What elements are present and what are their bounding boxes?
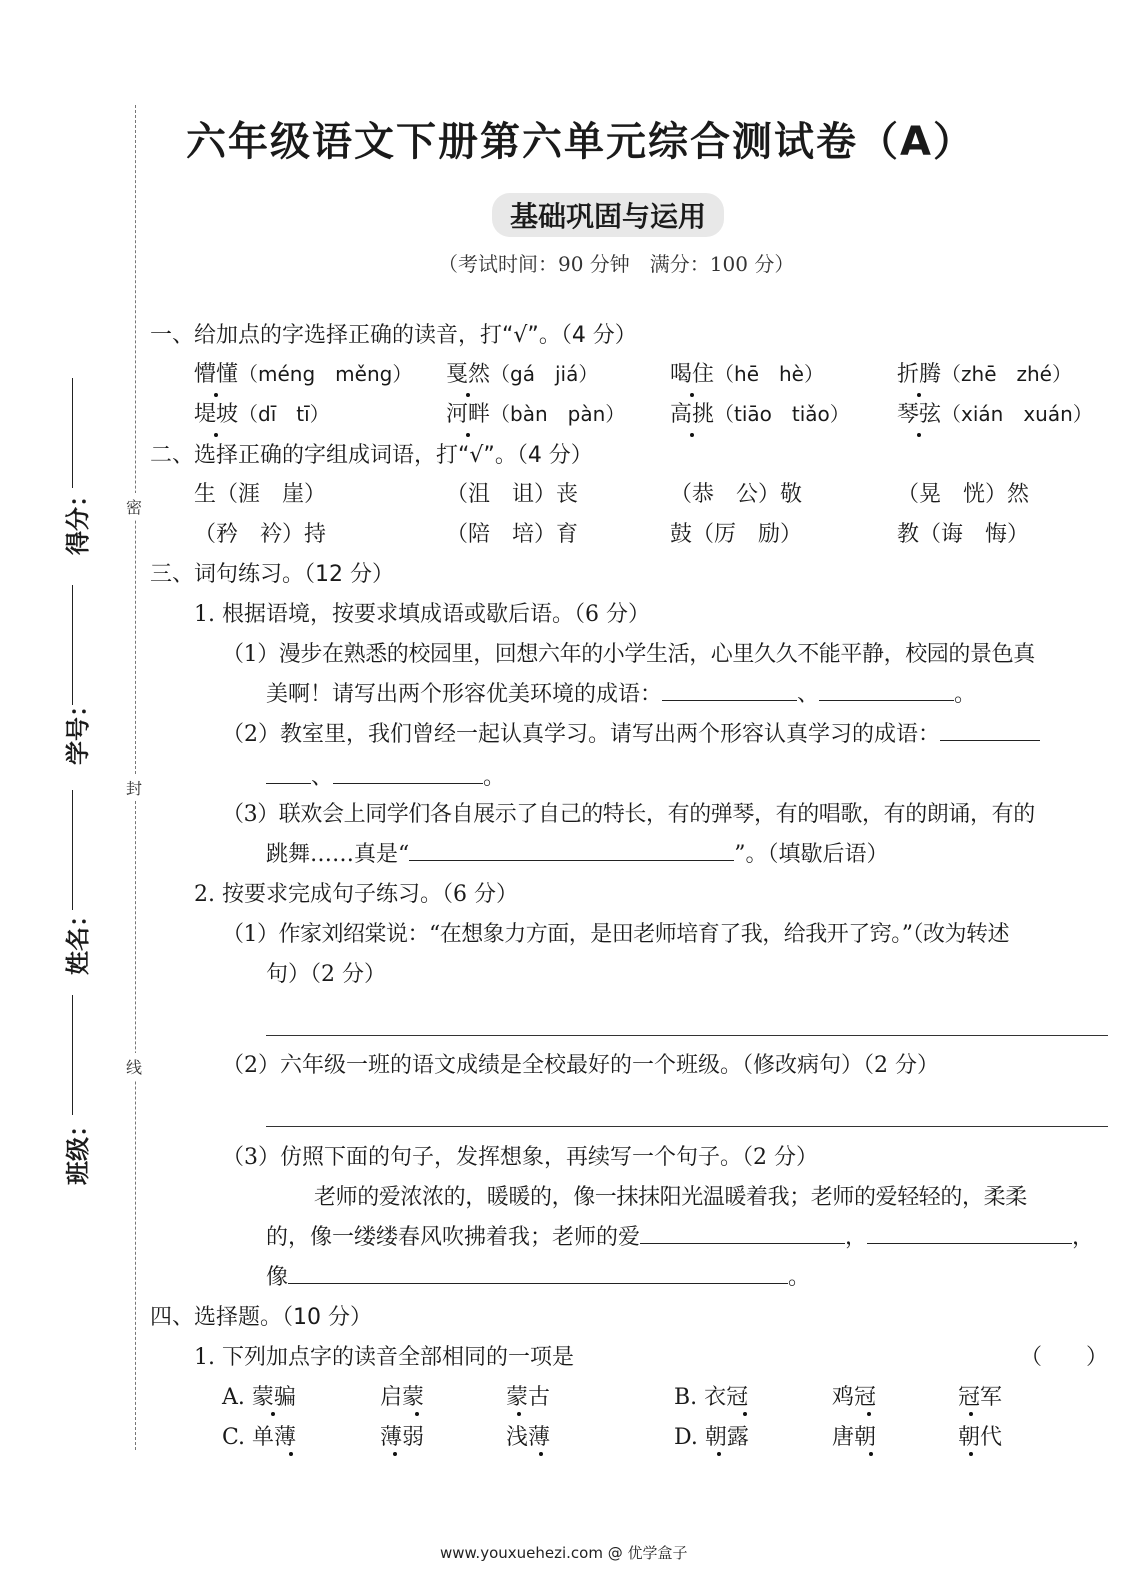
emphasis-dot [743, 1412, 747, 1416]
pinyin-item [446, 397, 625, 428]
emphasis-dot [867, 1412, 871, 1416]
q3-1-2-line2: 、 。 [266, 760, 505, 791]
pinyin-options[interactable]: （zhē zhé） [941, 362, 1072, 386]
emphasis-dot [415, 1412, 419, 1416]
answer-blank[interactable] [940, 720, 1040, 741]
emphasis-dot [969, 1412, 973, 1416]
char-choice[interactable]: （沮 诅）丧 [446, 482, 579, 507]
label-student-id: 学号： [64, 693, 92, 765]
answer-line[interactable] [266, 1035, 1108, 1036]
pinyin-item [897, 397, 1093, 428]
section-4-heading: 四、选择题。（10 分） [150, 1305, 372, 1330]
word: 琴弦 [897, 397, 941, 428]
pinyin-item [194, 397, 330, 428]
seal-mark-xian: 线 [126, 1053, 142, 1080]
answer-blank[interactable] [333, 763, 483, 784]
option-d-word2: 唐朝 [832, 1425, 877, 1450]
option-a[interactable] [222, 1380, 296, 1411]
seal-mark-mi: 密 [126, 493, 142, 520]
word: 戛然 [446, 357, 490, 388]
q3-2-3-prefix: 像 [266, 1265, 289, 1290]
q3-1-2-prompt: （2）教室里，我们曾经一起认真学习。请写出两个形容认真学习的成语： [222, 722, 940, 747]
q3-1-3-line1: （3）联欢会上同学们各自展示了自己的特长，有的弹琴，有的唱歌，有的朗诵，有的 [222, 802, 1035, 827]
blank-name[interactable] [72, 995, 73, 1115]
option-b-word1: B. 衣冠 [674, 1385, 749, 1410]
pinyin-item [194, 357, 412, 388]
q3-1-1-prompt: 美啊！请写出两个形容优美环境的成语： [266, 682, 663, 707]
q3-1-3-line2 [266, 837, 889, 868]
option-b-word3: 冠军 [958, 1385, 1003, 1410]
q3-2-1-line2: 句）（2 分） [266, 962, 386, 987]
answer-blank[interactable] [288, 1263, 788, 1284]
pinyin-options[interactable]: （hē hè） [714, 362, 824, 386]
answer-blank[interactable] [409, 840, 734, 861]
char-choice[interactable]: 教（诲 悔） [897, 522, 1030, 547]
answer-blank[interactable] [662, 680, 797, 701]
char-choice[interactable]: 生（涯 崖） [194, 482, 327, 507]
option-b-word2: 鸡冠 [832, 1385, 877, 1410]
q3-2-3-prompt: 的，像一缕缕春风吹拂着我；老师的爱 [266, 1225, 641, 1250]
pinyin-options[interactable]: （bàn pàn） [490, 402, 626, 426]
option-c-word3: 浅薄 [506, 1425, 551, 1450]
pinyin-options[interactable]: （tiāo tiǎo） [714, 402, 850, 426]
word: 堤坡 [194, 397, 238, 428]
emphasis-dot [289, 1452, 293, 1456]
pinyin-options[interactable]: （gá jiá） [490, 362, 599, 386]
option-a-word3: 蒙古 [506, 1385, 551, 1410]
q3-2-2: （2）六年级一班的语文成绩是全校最好的一个班级。（修改病句）（2 分） [222, 1053, 939, 1078]
char-choice[interactable]: （矜 衿）持 [194, 522, 327, 547]
emphasis-dot [539, 1452, 543, 1456]
section-subtitle: 基础巩固与运用 [492, 193, 724, 237]
pinyin-options[interactable]: （méng měng） [238, 362, 413, 386]
word: 懵懂 [194, 357, 238, 388]
q3-2-3: （3）仿照下面的句子，发挥想象，再续写一个句子。（2 分） [222, 1145, 818, 1170]
q3-2-1-line1: （1）作家刘绍棠说：“在想象力方面，是田老师培育了我，给我开了窍。”（改为转述 [222, 922, 1009, 947]
section-3-heading: 三、词句练习。（12 分） [150, 562, 394, 587]
option-b[interactable] [674, 1380, 748, 1411]
emphasis-dot [969, 1452, 973, 1456]
char-choice[interactable]: （恭 公）敬 [670, 482, 803, 507]
section-2-heading: 二、选择正确的字组成词语，打“√”。（4 分） [150, 443, 593, 468]
q3-1-2-line1 [222, 717, 1040, 748]
pinyin-item [897, 357, 1072, 388]
option-d[interactable] [674, 1420, 749, 1451]
blank-student-id[interactable] [72, 790, 73, 910]
emphasis-dot [271, 1412, 275, 1416]
seal-mark-feng: 封 [126, 774, 142, 801]
answer-line[interactable] [266, 1126, 1108, 1127]
option-a-word2: 启蒙 [380, 1385, 425, 1410]
blank-score[interactable] [72, 378, 73, 488]
section-1-heading: 一、给加点的字选择正确的读音，打“√”。（4 分） [150, 323, 637, 348]
answer-blank[interactable] [819, 680, 954, 701]
blank-class-top[interactable] [72, 585, 73, 705]
answer-blank[interactable] [266, 763, 311, 784]
label-name: 姓名： [64, 903, 92, 975]
question-4-1: 1. 下列加点字的读音全部相同的一项是 [194, 1345, 574, 1370]
word: 河畔 [446, 397, 490, 428]
q3-1-1-line2: 美啊！请写出两个形容优美环境的成语： 、 。 [266, 682, 977, 707]
pinyin-item [670, 357, 824, 388]
label-score: 得分： [64, 483, 92, 555]
char-choice[interactable]: （晃 恍）然 [897, 482, 1030, 507]
q3-2-3-example-line1: 老师的爱浓浓的，暖暖的，像一抹抹阳光温暖着我；老师的爱轻轻的，柔柔 [314, 1185, 1027, 1210]
q3-1-3-suffix: ”。（填歇后语） [734, 842, 889, 867]
question-3-1: 1. 根据语境，按要求填成语或歇后语。（6 分） [194, 602, 650, 627]
footer-watermark: www.youxuehezi.com @ 优学盒子 [440, 1544, 688, 1562]
pinyin-options[interactable]: （xián xuán） [941, 402, 1093, 426]
option-c[interactable] [222, 1420, 296, 1451]
char-choice[interactable]: （陪 培）育 [446, 522, 579, 547]
answer-paren[interactable]: （ ） [1020, 1345, 1109, 1370]
answer-blank[interactable] [640, 1223, 845, 1244]
pinyin-item [446, 357, 598, 388]
option-d-word1: D. 朝露 [674, 1425, 749, 1450]
option-c-word1: C. 单薄 [222, 1425, 297, 1450]
emphasis-dot [393, 1452, 397, 1456]
option-c-word2: 薄弱 [380, 1425, 425, 1450]
question-3-2: 2. 按要求完成句子练习。（6 分） [194, 882, 518, 907]
label-class: 班级： [64, 1113, 92, 1185]
q3-1-3-prompt: 跳舞……真是“ [266, 842, 410, 867]
emphasis-dot [717, 1452, 721, 1456]
option-a-word1: A. 蒙骗 [222, 1385, 296, 1410]
pinyin-item [670, 397, 850, 428]
char-choice[interactable]: 鼓（厉 励） [670, 522, 803, 547]
emphasis-dot [869, 1452, 873, 1456]
word: 折腾 [897, 357, 941, 388]
option-d-word3: 朝代 [958, 1425, 1003, 1450]
page-title: 六年级语文下册第六单元综合测试卷（A） [186, 119, 975, 165]
q3-2-3-example-line2: 的，像一缕缕春风吹拂着我；老师的爱 ， ， [266, 1225, 1095, 1250]
answer-blank[interactable] [867, 1223, 1072, 1244]
word: 喝住 [670, 357, 714, 388]
emphasis-dot [517, 1412, 521, 1416]
q3-1-1-line1: （1）漫步在熟悉的校园里，回想六年的小学生活，心里久久不能平静，校园的景色真 [222, 642, 1035, 667]
q3-2-3-example-line3: 像 。 [266, 1265, 811, 1290]
pinyin-options[interactable]: （dī tī） [238, 402, 330, 426]
exam-info: （考试时间：90 分钟 满分：100 分） [438, 252, 795, 276]
word: 高挑 [670, 397, 714, 428]
